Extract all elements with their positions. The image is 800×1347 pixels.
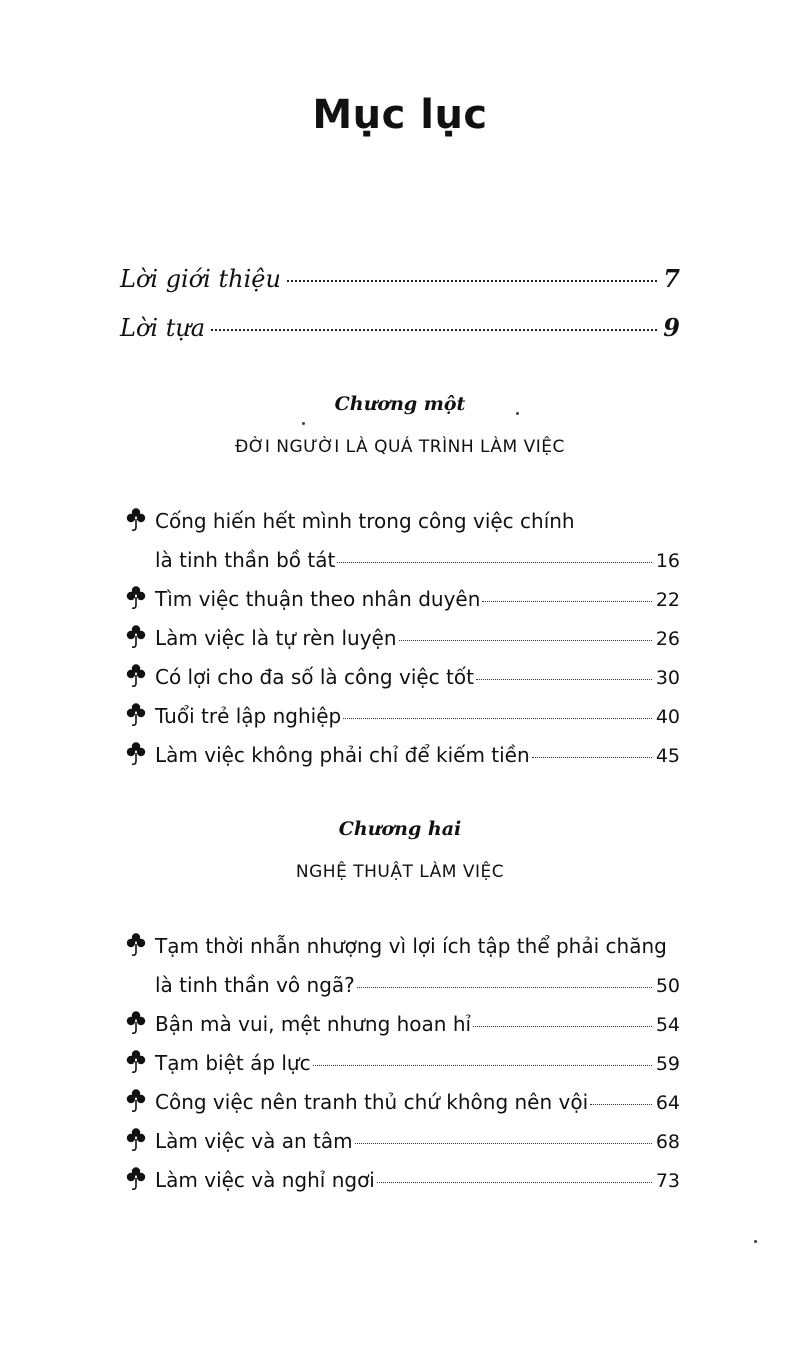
page-number: 9 [663, 313, 680, 342]
club-icon [126, 702, 146, 728]
entry-title: Làm việc và an tâm [155, 1129, 353, 1153]
dot-leader [590, 1104, 652, 1105]
page-number: 73 [655, 1170, 680, 1192]
club-icon [126, 741, 146, 767]
page-number: 54 [655, 1014, 680, 1036]
club-icon [126, 1127, 146, 1153]
entry-title: Làm việc là tự rèn luyện [155, 626, 397, 650]
dot-leader [211, 329, 657, 331]
page-number: 45 [655, 745, 680, 767]
entry-label: Lời giới thiệu [120, 265, 281, 293]
page-number: 59 [655, 1053, 680, 1075]
entry-title-cont: là tinh thần bồ tát [155, 548, 336, 572]
dot-leader [482, 601, 651, 602]
entry-title: Tạm thời nhẫn nhượng vì lợi ích tập thể phải chăng [155, 934, 667, 958]
toc-entry-introduction[interactable] [120, 264, 680, 293]
club-icon [126, 1166, 146, 1192]
dot-leader [337, 562, 652, 563]
entry-title: Công việc nên tranh thủ chứ không nên vội [155, 1090, 589, 1114]
club-icon [126, 507, 146, 533]
dot-leader [377, 1182, 652, 1183]
dot-leader [287, 280, 657, 282]
club-icon [126, 1088, 146, 1114]
print-speck [754, 1240, 757, 1243]
toc-entry[interactable] [155, 704, 680, 728]
chapter-heading: ĐỜI NGƯỜI LÀ QUÁ TRÌNH LÀM VIỆC [235, 437, 565, 457]
print-speck [302, 422, 305, 425]
toc-entry[interactable] [155, 1168, 680, 1192]
toc-entry[interactable] [155, 743, 680, 767]
entry-label: Lời tựa [120, 314, 206, 342]
entry-title: Làm việc và nghỉ ngơi [155, 1168, 375, 1192]
entry-title-cont: là tinh thần vô ngã? [155, 973, 355, 997]
toc-entry[interactable] [155, 626, 680, 650]
toc-entry[interactable] [155, 587, 680, 611]
dot-leader [473, 1026, 652, 1027]
page-number: 64 [655, 1092, 680, 1114]
page-number: 50 [655, 975, 680, 997]
club-icon [126, 1010, 146, 1036]
entry-title: Tuổi trẻ lập nghiệp [155, 704, 342, 728]
toc-entry[interactable] [155, 1012, 680, 1036]
chapter-label: Chương một [334, 393, 466, 415]
club-icon [126, 585, 146, 611]
club-icon [126, 663, 146, 689]
page-number: 68 [655, 1131, 680, 1153]
entry-title: Cống hiến hết mình trong công việc chính [155, 509, 575, 533]
dot-leader [532, 757, 652, 758]
club-icon [126, 932, 146, 958]
toc-entry-preface[interactable] [120, 313, 680, 342]
dot-leader [476, 679, 652, 680]
club-icon [126, 1049, 146, 1075]
chapter-label: Chương hai [338, 818, 462, 840]
dot-leader [399, 640, 652, 641]
page-number: 16 [655, 550, 680, 572]
entry-title: Có lợi cho đa số là công việc tốt [155, 665, 474, 689]
toc-entry[interactable] [155, 548, 680, 572]
dot-leader [343, 718, 652, 719]
club-icon [126, 624, 146, 650]
entry-title: Tìm việc thuận theo nhân duyên [155, 587, 481, 611]
toc-entry[interactable] [155, 973, 680, 997]
entry-title: Làm việc không phải chỉ để kiếm tiền [155, 743, 530, 767]
page-number: 22 [655, 589, 680, 611]
page-title: Mục lục [312, 92, 488, 138]
dot-leader [313, 1065, 652, 1066]
toc-entry[interactable] [155, 1090, 680, 1114]
toc-entry[interactable] [155, 1051, 680, 1075]
toc-entry[interactable] [155, 1129, 680, 1153]
dot-leader [357, 987, 652, 988]
page-number: 7 [663, 264, 680, 293]
page-number: 26 [655, 628, 680, 650]
chapter-heading: NGHỆ THUẬT LÀM VIỆC [295, 862, 505, 882]
dot-leader [355, 1143, 652, 1144]
toc-entry[interactable] [155, 665, 680, 689]
entry-title: Tạm biệt áp lực [155, 1051, 311, 1075]
page-number: 40 [655, 706, 680, 728]
entry-title: Bận mà vui, mệt nhưng hoan hỉ [155, 1012, 472, 1036]
page-number: 30 [655, 667, 680, 689]
